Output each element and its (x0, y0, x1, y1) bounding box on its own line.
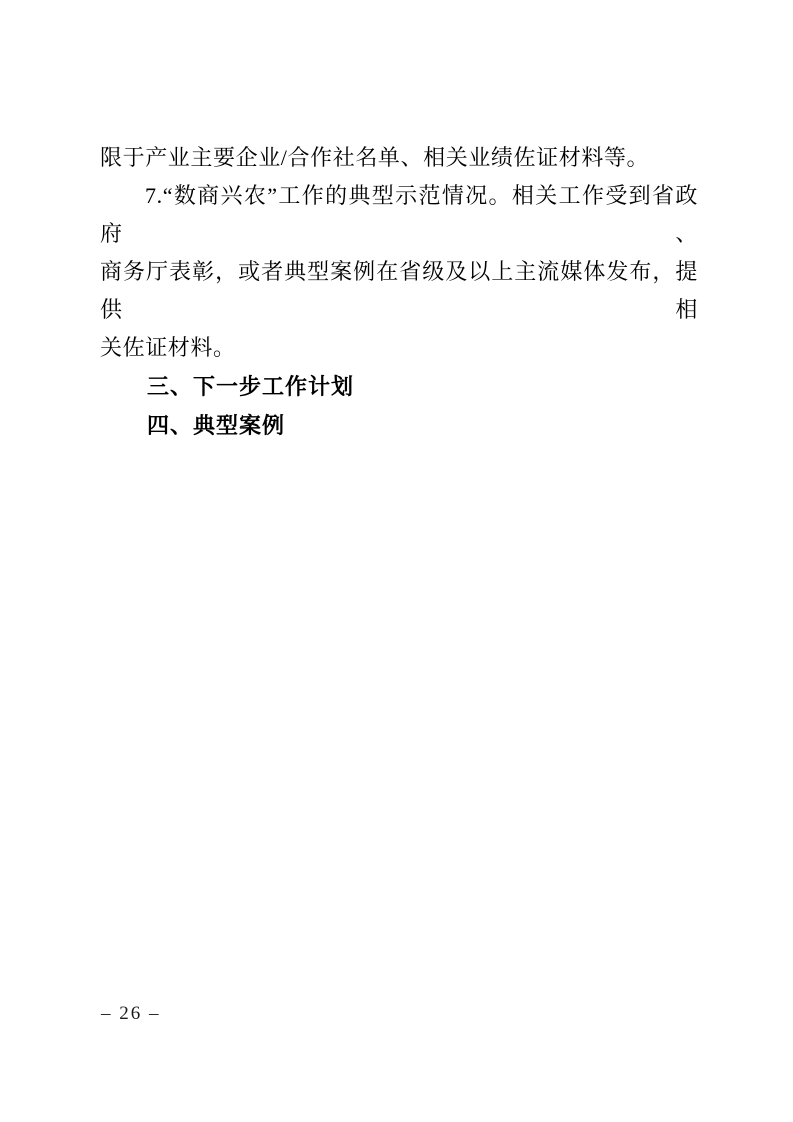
body-line-item7-end: 关佐证材料。 (100, 335, 236, 360)
body-line-item7-start: 7.“数商兴农”工作的典型示范情况。相关工作受到省政府、 (100, 183, 698, 246)
section-heading-3: 三、下一步工作计划 (147, 374, 355, 399)
page-number: – 26 – (101, 1003, 161, 1024)
body-line-item7-middle: 商务厅表彰，或者典型案例在省级及以上主流媒体发布，提供相 (100, 259, 698, 322)
document-body (100, 139, 698, 445)
body-line-paragraph-continuation: 限于产业主要企业/合作社名单、相关业绩佐证材料等。 (100, 145, 650, 170)
section-heading-4: 四、典型案例 (147, 413, 286, 438)
